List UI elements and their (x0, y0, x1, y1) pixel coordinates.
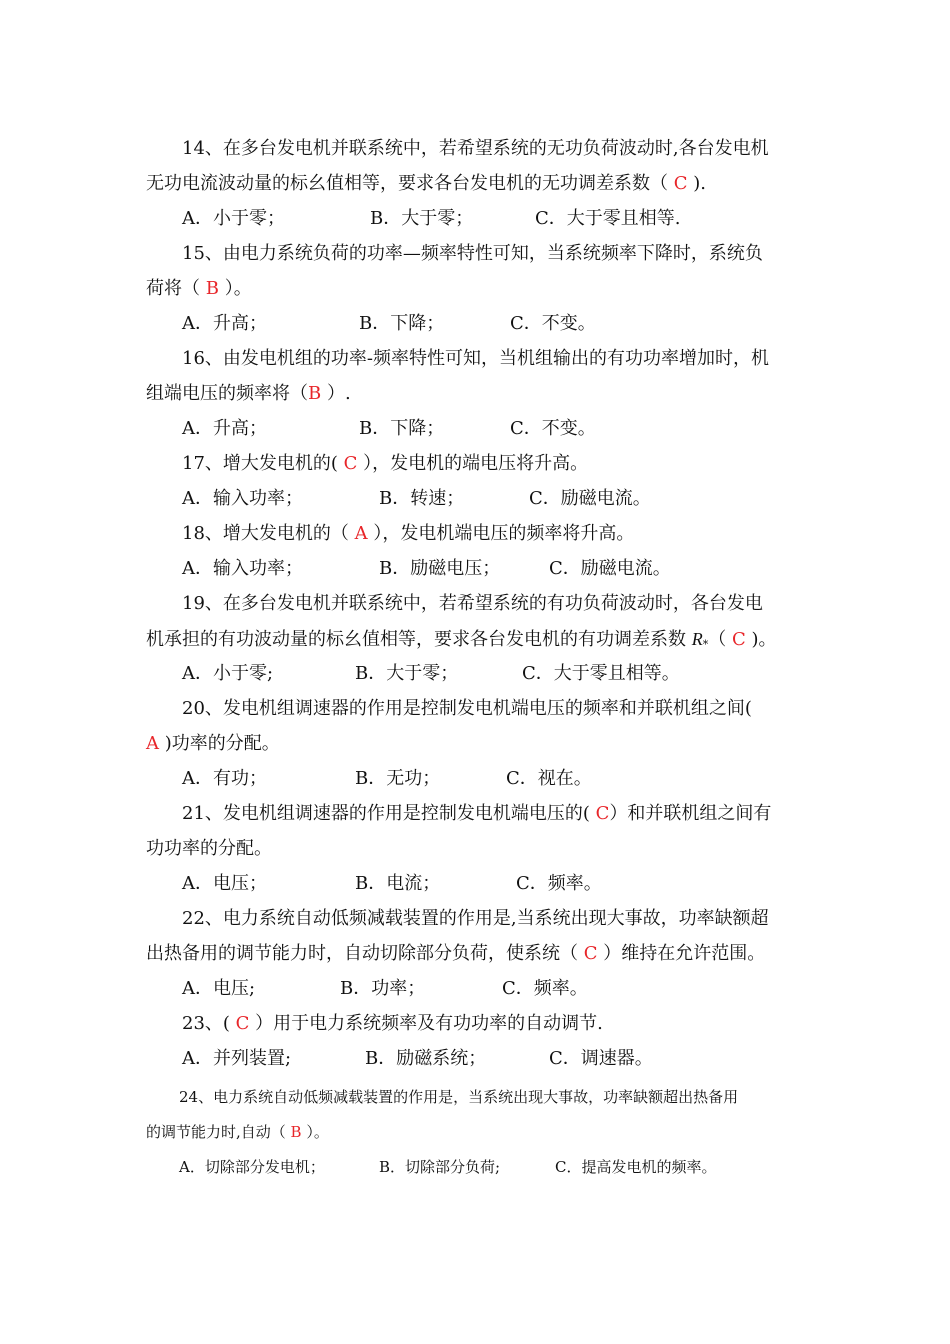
option-b: B．功率； (340, 978, 426, 999)
option-c: C．频率。 (516, 873, 602, 894)
option-c: C．提高发电机的频率。 (555, 1158, 717, 1176)
option-c: C．调速器。 (549, 1048, 653, 1069)
question-text: 荷将（ B ）。 (146, 278, 252, 299)
question-text: 组端电压的频率将（B ）. (146, 383, 351, 404)
option-c: C．不变。 (510, 313, 596, 334)
question-text: 功功率的分配。 (146, 838, 272, 859)
question-text: 17、增大发电机的( C ），发电机的端电压将升高。 (182, 453, 589, 474)
answer-mark: B (205, 278, 219, 299)
question-text: 18、增大发电机的（ A ），发电机端电压的频率将升高。 (182, 523, 635, 544)
answer-mark: A (146, 733, 159, 754)
option-b: B．大于零； (355, 663, 459, 684)
question-text: 出热备用的调节能力时，自动切除部分负荷，使系统（ C ）维持在允许范围。 (146, 943, 766, 964)
answer-mark: B (308, 383, 322, 404)
question-text: 无功电流波动量的标幺值相等，要求各台发电机的无功调差系数（ C ). (146, 173, 706, 194)
option-b: B．切除部分负荷; (379, 1158, 501, 1176)
answer-mark: A (354, 523, 368, 544)
option-a: A．输入功率； (182, 488, 303, 509)
answer-mark: C (726, 629, 752, 650)
option-a: A．输入功率； (182, 558, 303, 579)
option-b: B．下降； (359, 418, 445, 439)
answer-mark: C (583, 943, 598, 964)
question-text: 16、由发电机组的功率-频率特性可知，当机组输出的有功功率增加时，机 (182, 348, 769, 369)
option-a: A．有功； (182, 768, 267, 789)
answer-mark: C (589, 803, 610, 824)
question-text: 20、发电机组调速器的作用是控制发电机端电压的频率和并联机组之间( (182, 698, 752, 719)
option-a: A．升高； (182, 418, 267, 439)
option-a: A．小于零; (182, 663, 274, 684)
option-b: B．无功； (355, 768, 441, 789)
option-c: C．励磁电流。 (529, 488, 651, 509)
option-a: A．电压； (182, 873, 267, 894)
option-a: A．小于零； (182, 208, 285, 229)
answer-mark: B (290, 1123, 302, 1141)
option-a: A．升高； (182, 313, 267, 334)
option-b: B．转速； (379, 488, 465, 509)
question-text: A )功率的分配。 (146, 733, 280, 754)
question-text: 24、电力系统自动低频减载装置的作用是，当系统出现大事故，功率缺额超出热备用 (179, 1088, 739, 1106)
option-c: C．不变。 (510, 418, 596, 439)
question-text: 21、发电机组调速器的作用是控制发电机端电压的( C）和并联机组之间有 (182, 803, 772, 824)
option-c: C．视在。 (506, 768, 592, 789)
question-text: 的调节能力时,自动（ B ）。 (146, 1123, 329, 1141)
symbol-r: R (691, 629, 703, 649)
question-text: 23、( C ）用于电力系统频率及有功功率的自动调节. (182, 1013, 603, 1034)
option-c: C．频率。 (502, 978, 588, 999)
option-c: C．励磁电流。 (549, 558, 671, 579)
option-b: B．下降； (359, 313, 445, 334)
option-a: A．电压; (182, 978, 256, 999)
question-text: 机承担的有功波动量的标幺值相等，要求各台发电机的有功调差系数 $R_*$（ C )。 (146, 629, 777, 651)
question-text: 22、电力系统自动低频减载装置的作用是,当系统出现大事故，功率缺额超 (182, 908, 769, 929)
answer-mark: C (229, 1013, 256, 1034)
option-b: B．电流； (355, 873, 441, 894)
question-text: 15、由电力系统负荷的功率—频率特性可知，当系统频率下降时，系统负 (182, 243, 763, 264)
option-b: B．励磁电压； (379, 558, 501, 579)
question-text: 14、在多台发电机并联系统中，若希望系统的无功负荷波动时,各台发电机 (182, 138, 769, 159)
answer-mark: C (337, 453, 364, 474)
option-c: C．大于零且相等. (535, 208, 681, 229)
option-a: A．并列装置; (182, 1048, 292, 1069)
question-text: 19、在多台发电机并联系统中，若希望系统的有功负荷波动时，各台发电 (182, 593, 763, 614)
answer-mark: C (673, 173, 688, 194)
option-b: B．励磁系统； (365, 1048, 487, 1069)
option-b: B．大于零； (370, 208, 474, 229)
option-a: A．切除部分发电机； (179, 1158, 325, 1176)
option-c: C．大于零且相等。 (522, 663, 680, 684)
